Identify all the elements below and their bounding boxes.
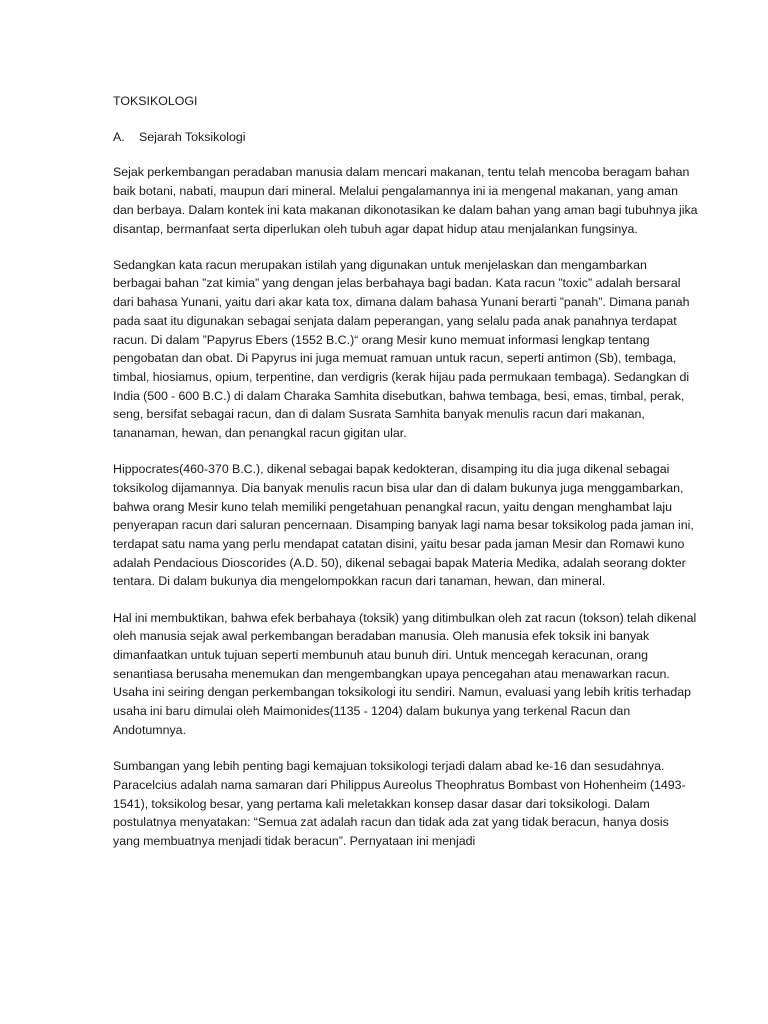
paragraph-hippocrates: Hippocrates(460-370 B.C.), dikenal sebagai bapak kedokteran, disamping itu dia juga dikenal sebagai toksikolog dijamannya. Dia banyak menulis racun bisa ular dan di dalam bukunya juga menggambarkan, bahwa orang Mesir kuno telah memiliki pengetahuan penangkal racun, yaitu dengan menghambat laju penyerapan racun dari saluran pencernaan. Disamping banyak lagi nama besar toksikolog pada jaman ini, terdapat satu nama yang perlu mendapat catatan disini, yaitu besar pada jaman Mesir dan Romawi kuno adalah Pendacious Dioscorides (A.D. 50), dikenal sebagai bapak Materia Medika, adalah seorang dokter tentara. Di dalam bukunya dia mengelompokkan racun dari tanaman, hewan, dan mineral.: [113, 462, 694, 589]
paragraph-efek-toksik: Hal ini membuktikan, bahwa efek berbahaya (toksik) yang ditimbulkan oleh zat racun (tokson) telah dikenal oleh manusia sejak awal perkembangan beradaban manusia. Oleh manusia efek toksik ini banyak dimanfaatkan untuk tujuan seperti membunuh atau bunuh diri. Untuk mencegah keracunan, orang senantiasa berusaha menemukan dan mengembangkan upaya pencegahan atau menawarkan racun. Usaha ini seiring dengan perkembangan toksikologi itu sendiri. Namun, evaluasi yang lebih kritis terhadap usaha ini baru dimulai oleh Maimonides(1135 - 1204) dalam bukunya yang terkenal Racun dan Andotumnya.: [113, 610, 697, 737]
paragraph-paracelcius: Sumbangan yang lebih penting bagi kemajuan toksikologi terjadi dalam abad ke-16 dan sesudahnya. Paracelcius adalah nama samaran dari Philippus Aureolus Theophratus Bombast von Hohenheim (1493-1541), toksikolog besar, yang pertama kali meletakkan konsep dasar dasar dari toksikologi. Dalam postulatnya menyatakan: “Semua zat adalah racun dan tidak ada zat yang tidak beracun, hanya dosis yang membuatnya menjadi tidak beracun”. Pernyataan ini menjadi: [113, 759, 686, 848]
paragraph-intro: Sejak perkembangan peradaban manusia dalam mencari makanan, tentu telah mencoba beragam bahan baik botani, nabati, maupun dari mineral. Melalui pengalamannya ini ia mengenal makanan, yang aman dan berbaya. Dalam kontek ini kata makanan dikonotasikan ke dalam bahan yang aman bagi tubuhnya jika disantap, bermanfaat serta diperlukan oleh tubuh agar dapat hidup atau menjalankan fungsinya.: [113, 165, 698, 236]
section-title: Sejarah Toksikologi: [139, 129, 246, 144]
paragraph-racun: Sedangkan kata racun merupakan istilah yang digunakan untuk menjelaskan dan mengambarkan berbagai bahan ”zat kimia” yang dengan jelas berbahaya bagi badan. Kata racun ”toxic” adalah bersaral dari bahasa Yunani, yaitu dari akar kata tox, dimana dalam bahasa Yunani berarti ”panah”. Dimana panah pada saat itu digunakan sebagai senjata dalam peperangan, yang selalu pada anak panahnya terdapat racun. Di dalam ”Papyrus Ebers (1552 B.C.)“ orang Mesir kuno memuat informasi lengkap tentang pengobatan dan obat. Di Papyrus ini juga memuat ramuan untuk racun, seperti antimon (Sb), tembaga, timbal, hiosiamus, opium, terpentine, dan verdigris (kerak hijau pada permukaan tembaga). Sedangkan di India (500 - 600 B.C.) di dalam Charaka Samhita disebutkan, bahwa tembaga, besi, emas, timbal, perak, seng, bersifat sebagai racun, dan di dalam Susrata Samhita banyak menulis racun dari makanan, tananaman, hewan, dan penangkal racun gigitan ular.: [113, 257, 690, 441]
section-number: A.: [113, 129, 125, 144]
document-title: TOKSIKOLOGI: [113, 94, 198, 108]
section-heading: [113, 128, 698, 147]
